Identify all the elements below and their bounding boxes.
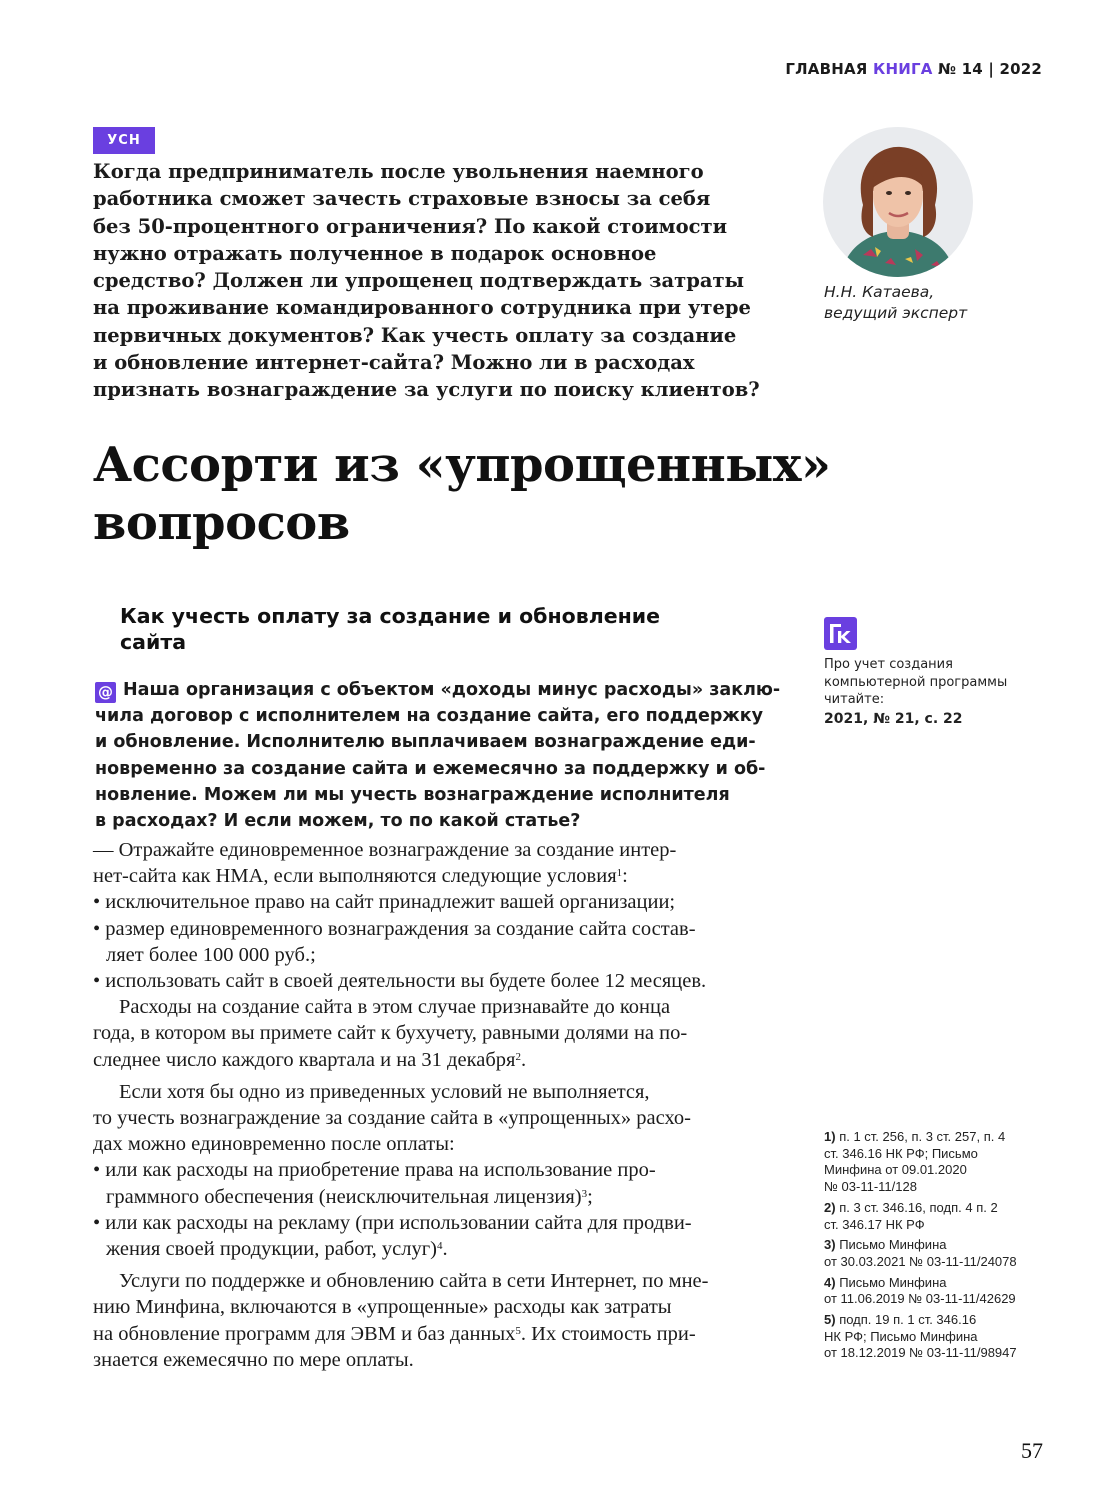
footnote: 2) п. 3 ст. 346.16, подп. 4 п. 2 ст. 346.17 НК РФ [824, 1199, 998, 1232]
title-line: вопросов [93, 495, 350, 551]
bullet-item-cont: ляет более 100 000 руб.; [106, 943, 316, 966]
masthead-main: ГЛАВНАЯ [785, 60, 868, 78]
lead-line: нужно отражать полученное в подарок основное [93, 241, 657, 265]
lead-line: без 50-процентного ограничения? По какой стоимости [93, 214, 728, 238]
issue-number: № 14 | 2022 [937, 60, 1042, 78]
footnote-ref: 3 [581, 1187, 588, 1200]
lead-line: на проживание командированного сотрудника при утере [93, 296, 751, 320]
article-title [93, 436, 831, 552]
see-also-line: компьютерной программы [824, 674, 1008, 690]
lead-line: Когда предприниматель после увольнения наемного [93, 160, 704, 183]
author-portrait [823, 127, 973, 277]
reader-question [95, 677, 781, 834]
paragraph-line: года, в котором вы примете сайт к бухучету, равными долями на по- [93, 1022, 688, 1045]
author-role: ведущий эксперт [824, 304, 968, 322]
lead-line: работника сможет зачесть страховые взносы за себя [93, 187, 711, 211]
paragraph-line: нию Минфина, включаются в «упрощенные» расходы как затраты [93, 1296, 672, 1319]
see-also-box [824, 656, 1007, 728]
section-heading-line: Как учесть оплату за создание и обновление [120, 604, 661, 628]
footnotes [824, 1129, 1017, 1366]
footnote-ref: 2 [515, 1050, 521, 1063]
article-lead [93, 158, 773, 404]
footnote: 3) Письмо Минфина от 30.03.2021 № 03-11-11/24078 [824, 1237, 1017, 1269]
lead-line: признать вознаграждение за услуги по поиску клиентов? [93, 378, 760, 402]
at-question-icon: @ [95, 682, 116, 703]
section-heading [120, 603, 660, 655]
paragraph-line: дах можно единовременно после оплаты: [93, 1133, 455, 1156]
bullet-item-cont: граммного обеспечения (неисключительная лицензия)$^3$; [106, 1185, 593, 1208]
author-name: Н.Н. Катаева, [824, 283, 935, 301]
bullet-item: • или как расходы на приобретение права на использование про- [93, 1159, 656, 1182]
footnote: 1) п. 1 ст. 256, п. 3 ст. 257, п. 4 ст. 346.16 НК РФ; Письмо Минфина от 09.01.2020 № 03-11-11/128 [824, 1129, 1006, 1195]
question-line: в расходах? И если можем, то по какой статье? [95, 811, 581, 832]
bullet-item: • размер единовременного вознаграждения за создание сайта состав- [93, 917, 696, 940]
see-also-line: Про учет создания [824, 657, 953, 672]
lead-line: первичных документов? Как учесть оплату за создание [93, 323, 737, 347]
paragraph-line: Расходы на создание сайта в этом случае признавайте до конца [119, 996, 671, 1019]
magazine-masthead [785, 60, 1042, 78]
paragraph-line: то учесть вознаграждение за создание сайта в «упрощенных» расхо- [93, 1107, 692, 1130]
question-line: и обновление. Исполнителю выплачиваем вознаграждение еди- [95, 732, 756, 753]
footnote-ref: 5 [515, 1324, 521, 1337]
paragraph-line: знается ежемесячно по мере оплаты. [93, 1348, 414, 1371]
see-also-line: читайте: [824, 692, 885, 707]
answer-line: — Отражайте единовременное вознаграждение за создание интер- [93, 839, 677, 861]
footnote: 5) подп. 19 п. 1 ст. 346.16 НК РФ; Письмо Минфина от 18.12.2019 № 03-11-11/98947 [824, 1312, 1017, 1361]
footnote: 4) Письмо Минфина от 11.06.2019 № 03-11-11/42629 [824, 1274, 1016, 1307]
answer-line: нет-сайта как НМА, если выполняются следующие условия$^1$: [93, 865, 628, 888]
bullet-item-cont: жения своей продукции, работ, услуг)$^4$. [106, 1238, 448, 1261]
question-line: чила договор с исполнителем на создание сайта, его поддержку [95, 706, 764, 727]
question-line: новление. Можем ли мы учесть вознаграждение исполнителя [95, 784, 730, 805]
question-line: новременно за создание сайта и ежемесячно за поддержку и об- [95, 758, 766, 779]
bullet-item: • исключительное право на сайт принадлежит вашей организации; [93, 891, 676, 914]
question-text: Наша организация с объектом «доходы минус расходы» заклю- [123, 680, 781, 700]
lead-line: средство? Должен ли упрощенец подтверждать затраты [93, 269, 745, 293]
footnote-ref: 1 [616, 867, 623, 880]
question-line [95, 677, 781, 703]
expert-answer [93, 837, 783, 1373]
section-heading-line: сайта [120, 630, 187, 654]
page-number: 57 [1021, 1438, 1043, 1463]
footnote-ref: 4 [437, 1240, 443, 1253]
masthead-accent: КНИГА [873, 60, 933, 78]
see-also-reference: 2021, № 21, с. 22 [824, 710, 963, 727]
title-line: Ассорти из «упрощенных» [93, 437, 831, 493]
bullet-item: • использовать сайт в своей деятельности вы будете более 12 месяцев. [93, 970, 707, 993]
rubric-tag: УСН [93, 127, 155, 154]
paragraph-line: следнее число каждого квартала и на 31 декабря$^2$. [93, 1048, 527, 1071]
paragraph-line: Если хотя бы одно из приведенных условий не выполняется, [119, 1080, 650, 1103]
lead-line: и обновление интернет-сайта? Можно ли в расходах [93, 351, 695, 375]
bullet-item: • или как расходы на рекламу (при использовании сайта для продви- [93, 1211, 692, 1234]
gk-logo-icon [824, 617, 857, 650]
author-caption [824, 282, 967, 324]
paragraph-line: на обновление программ для ЭВМ и баз данных$^5$. Их стоимость при- [93, 1322, 696, 1345]
paragraph-line: Услуги по поддержке и обновлению сайта в сети Интернет, по мне- [119, 1270, 709, 1293]
